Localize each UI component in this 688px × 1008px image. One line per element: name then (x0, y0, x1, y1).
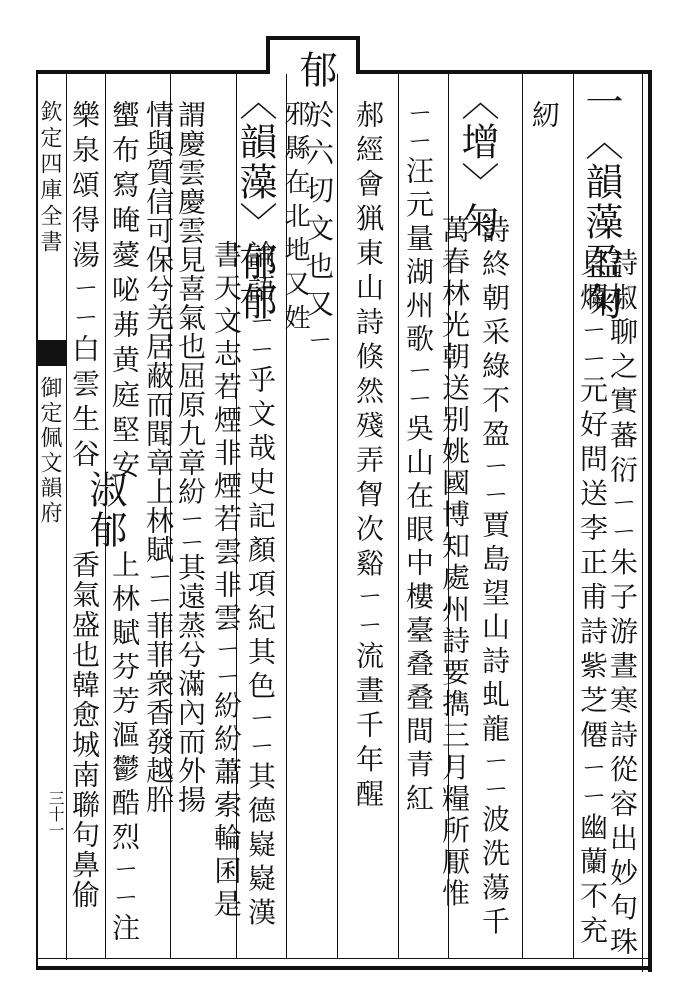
text-column: 情與質信可保兮羌居蔽而聞章上林賦ㄧㄧ菲菲衆香發越肸 (142, 100, 175, 814)
margin-page-number: 三十一 (46, 790, 65, 838)
top-border-right (356, 70, 652, 74)
tab-top (266, 36, 360, 40)
text-column: ㄧㄧ汪元量湖州歌ㄧㄧ吳山在眼中樓臺叠叠間青紅 (402, 100, 435, 817)
text-column: 貝爛ㄧㄧ元好問送李正甫詩紫芝僊ㄧㄧ幽蘭不充 (576, 248, 609, 951)
text-column: 書天文志若煙非煙若雲非雲ㄧㄧ紛紛蕭索輪囷是 (210, 240, 243, 922)
text-column: 詩椒聊之實蕃衍ㄧㄧ朱子游晝寒詩從容出妙句珠 (606, 248, 639, 962)
entry-heading-yunzao-yuyu: 〈韻藻〉郁郁 (233, 82, 277, 322)
bottom-border (36, 966, 652, 970)
text-column: 邪縣在北地又姓 (280, 100, 310, 338)
text-column: 樂泉頌得湯ㄧㄧ白雲生谷 (68, 100, 101, 474)
text-column: 於六切文也又ㄧ (302, 100, 335, 359)
entry-heading-yunzao-ying-ju: 一〈韻藻盈匊 (579, 82, 623, 322)
tab-right (356, 36, 360, 74)
margin-book-subtitle: 御定佩文韻府 (37, 376, 62, 526)
bottom-border-inner (36, 958, 648, 959)
entry-heading-zeng-ju: 〈增〉匊 (455, 82, 499, 242)
column-divider (398, 74, 399, 958)
column-divider (522, 74, 523, 958)
text-column: 上林賦芬芳漚鬱酷烈ㄧㄧ注 (108, 550, 141, 947)
text-column: 郝經會猟東山詩倏然殘弄胷次谿ㄧㄧ流晝千年醒 (352, 100, 385, 814)
text-column: 萬春林光朝送别姚國博知處州詩要擕三月糧所厭惟 (438, 215, 471, 911)
entry-heading-shu-yu: 淑郁 (83, 470, 127, 550)
text-column: 詩終朝采綠不盈ㄧㄧ賈島望山詩虬龍ㄧㄧ波洗蕩千 (478, 215, 511, 941)
text-column: 紉 (528, 100, 561, 138)
fishtail-mark (36, 340, 66, 366)
right-border-inner (642, 70, 643, 972)
column-divider (573, 74, 574, 958)
right-border-outer (648, 70, 652, 972)
text-column: 蠁布寫晻薆咇茀黄庭堅安 (108, 100, 141, 485)
column-divider (337, 74, 338, 958)
heading-character: 郁 (293, 50, 337, 90)
tab-left (266, 36, 270, 74)
top-border-left (36, 70, 266, 74)
margin-book-title: 欽定四庫全書 (37, 100, 62, 256)
text-column: 香氣盛也韓愈城南聯句鼻偷 (68, 550, 101, 910)
text-column: 論語ㄧㄧ乎文哉史記顏項紀其色ㄧㄧ其德嶷嶷漢 (244, 240, 277, 932)
text-column: 謂慶雲慶雲見喜氣也屈原九章紛ㄧㄧ其遠蒸兮滿內而外揚 (174, 100, 207, 814)
